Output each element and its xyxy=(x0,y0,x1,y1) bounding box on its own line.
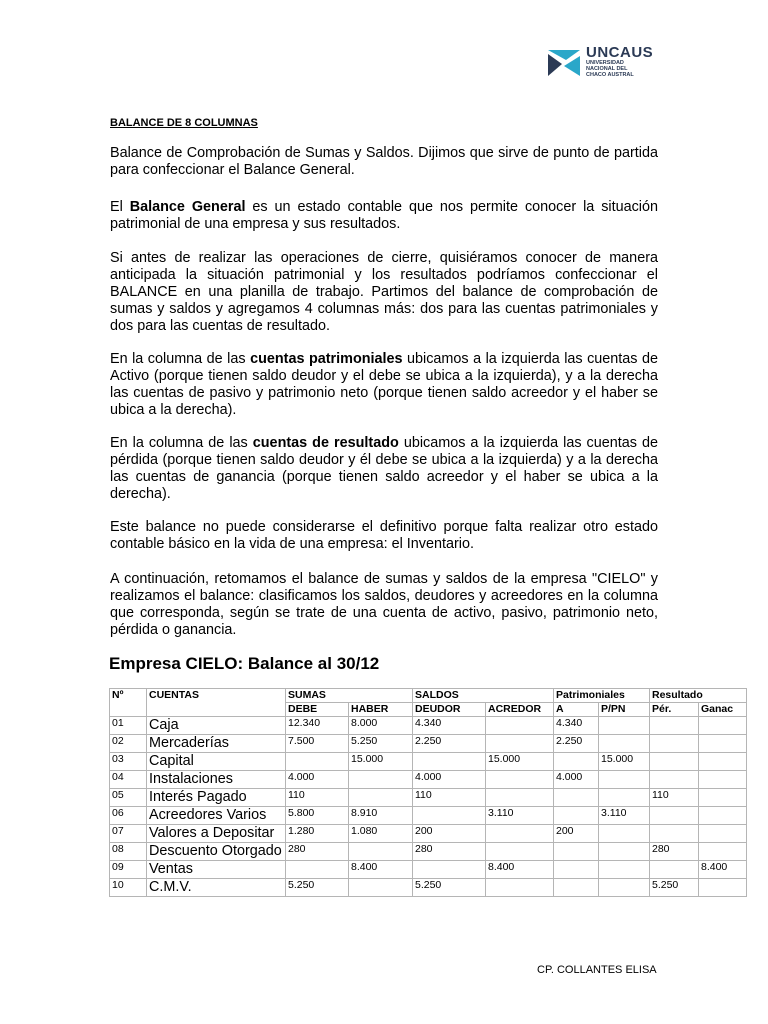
amount-cell: 280 xyxy=(413,843,486,861)
balance-table xyxy=(109,688,747,897)
amount-cell xyxy=(699,879,747,897)
account-name-cell: Caja xyxy=(147,717,286,735)
amount-cell xyxy=(699,789,747,807)
amount-cell: 2.250 xyxy=(413,735,486,753)
amount-cell xyxy=(413,861,486,879)
paragraph-5-text-end: ubicamos a la izquierda las cuentas de pérdida (porque tienen saldo deudor y él debe se ubica a la izquierda) y a la derecha las cuentas de ganancia (porque tienen saldo acreedor y el haber se ubica a la derecha). xyxy=(110,435,658,502)
account-number-cell: 07 xyxy=(110,825,147,843)
account-number-cell: 02 xyxy=(110,735,147,753)
amount-cell xyxy=(650,771,699,789)
amount-cell: 8.000 xyxy=(349,717,413,735)
amount-cell: 4.000 xyxy=(554,771,599,789)
table-row xyxy=(110,843,747,861)
amount-cell xyxy=(599,789,650,807)
amount-cell xyxy=(413,807,486,825)
table-row xyxy=(110,789,747,807)
paragraph-4-text-end: ubicamos a la izquierda las cuentas de Activo (porque tienen saldo deudor y el debe se ubica a la izquierda), y a la derecha las cuentas de pasivo y patrimonio neto (porque tienen saldo acreedor y el haber se ubica a la derecha). xyxy=(110,351,658,418)
header-activo: A xyxy=(554,703,599,717)
amount-cell xyxy=(486,825,554,843)
header-patrimoniales: Patrimoniales xyxy=(554,689,650,703)
header-cuentas: CUENTAS xyxy=(147,689,286,717)
header-number: Nº xyxy=(110,689,147,717)
amount-cell xyxy=(554,789,599,807)
paragraph-2-bold: Balance General xyxy=(129,199,246,215)
account-name-cell: C.M.V. xyxy=(147,879,286,897)
amount-cell xyxy=(554,861,599,879)
amount-cell xyxy=(599,825,650,843)
amount-cell: 3.110 xyxy=(486,807,554,825)
amount-cell xyxy=(599,879,650,897)
logo-line-1: UNIVERSIDAD xyxy=(586,60,624,66)
table-row xyxy=(110,879,747,897)
amount-cell: 4.340 xyxy=(413,717,486,735)
amount-cell xyxy=(486,771,554,789)
account-number-cell: 08 xyxy=(110,843,147,861)
account-number-cell: 06 xyxy=(110,807,147,825)
account-number-cell: 04 xyxy=(110,771,147,789)
amount-cell: 4.000 xyxy=(413,771,486,789)
university-logo xyxy=(546,44,666,84)
account-number-cell: 03 xyxy=(110,753,147,771)
amount-cell: 200 xyxy=(554,825,599,843)
table-heading: Empresa CIELO: Balance al 30/12 xyxy=(109,654,380,673)
amount-cell xyxy=(599,861,650,879)
table-row xyxy=(110,771,747,789)
amount-cell xyxy=(599,843,650,861)
account-name-cell: Instalaciones xyxy=(147,771,286,789)
amount-cell: 8.400 xyxy=(486,861,554,879)
paragraph-6: Este balance no puede considerarse el definitivo porque falta realizar otro estado contable básico en la vida de una empresa: el Inventario. xyxy=(110,519,658,552)
amount-cell: 4.000 xyxy=(286,771,349,789)
amount-cell xyxy=(349,789,413,807)
account-name-cell: Mercaderías xyxy=(147,735,286,753)
amount-cell xyxy=(486,879,554,897)
amount-cell: 12.340 xyxy=(286,717,349,735)
amount-cell: 3.110 xyxy=(599,807,650,825)
amount-cell xyxy=(650,735,699,753)
paragraph-2-text: El xyxy=(110,199,130,215)
amount-cell xyxy=(599,771,650,789)
amount-cell: 15.000 xyxy=(599,753,650,771)
amount-cell: 5.250 xyxy=(286,879,349,897)
account-number-cell: 10 xyxy=(110,879,147,897)
account-name-cell: Ventas xyxy=(147,861,286,879)
logo-line-2: NACIONAL DEL xyxy=(586,66,628,72)
paragraph-5-text: En la columna de las xyxy=(110,435,253,451)
table-row xyxy=(110,753,747,771)
amount-cell xyxy=(349,771,413,789)
paragraph-4 xyxy=(110,351,658,419)
amount-cell: 15.000 xyxy=(486,753,554,771)
amount-cell xyxy=(650,861,699,879)
amount-cell xyxy=(486,789,554,807)
amount-cell xyxy=(486,735,554,753)
account-number-cell: 09 xyxy=(110,861,147,879)
header-ganancia: Ganac xyxy=(699,703,747,717)
amount-cell xyxy=(486,843,554,861)
amount-cell: 4.340 xyxy=(554,717,599,735)
table-row xyxy=(110,825,747,843)
logo-brand: UNCAUS xyxy=(586,44,654,61)
amount-cell: 5.250 xyxy=(413,879,486,897)
uncaus-emblem-icon xyxy=(546,46,582,80)
header-debe: DEBE xyxy=(286,703,349,717)
account-number-cell: 05 xyxy=(110,789,147,807)
amount-cell: 15.000 xyxy=(349,753,413,771)
paragraph-1: Balance de Comprobación de Sumas y Saldos. Dijimos que sirve de punto de partida para confeccionar el Balance General. xyxy=(110,145,658,178)
amount-cell: 110 xyxy=(650,789,699,807)
header-acredor: ACREDOR xyxy=(486,703,554,717)
amount-cell xyxy=(650,807,699,825)
amount-cell xyxy=(650,753,699,771)
amount-cell: 1.080 xyxy=(349,825,413,843)
amount-cell xyxy=(349,843,413,861)
amount-cell: 110 xyxy=(413,789,486,807)
table-row xyxy=(110,735,747,753)
table-header-row-1 xyxy=(110,689,747,703)
amount-cell xyxy=(554,753,599,771)
paragraph-4-text: En la columna de las xyxy=(110,351,251,367)
paragraph-4-bold: cuentas patrimoniales xyxy=(250,351,403,367)
amount-cell xyxy=(349,879,413,897)
amount-cell: 280 xyxy=(286,843,349,861)
amount-cell: 110 xyxy=(286,789,349,807)
amount-cell: 2.250 xyxy=(554,735,599,753)
paragraph-2-text-end: es un estado contable que nos permite conocer la situación patrimonial de una empresa y sus resultados. xyxy=(110,199,658,232)
amount-cell: 8.910 xyxy=(349,807,413,825)
account-name-cell: Acreedores Varios xyxy=(147,807,286,825)
amount-cell: 7.500 xyxy=(286,735,349,753)
amount-cell xyxy=(699,825,747,843)
header-saldos: SALDOS xyxy=(413,689,554,703)
account-name-cell: Capital xyxy=(147,753,286,771)
header-resultado: Resultado xyxy=(650,689,747,703)
paragraph-2 xyxy=(110,199,658,233)
header-haber: HABER xyxy=(349,703,413,717)
document-title: BALANCE DE 8 COLUMNAS xyxy=(110,117,258,129)
amount-cell xyxy=(699,807,747,825)
paragraph-7: A continuación, retomamos el balance de sumas y saldos de la empresa "CIELO" y realizamos el balance: clasificamos los saldos, deudores y acreedores en la columna que corresponda, según se trate de una cuenta de activo, pasivo, patrimonio neto, pérdida o ganancia. xyxy=(110,571,658,638)
paragraph-5-bold: cuentas de resultado xyxy=(252,435,399,451)
account-name-cell: Interés Pagado xyxy=(147,789,286,807)
account-number-cell: 01 xyxy=(110,717,147,735)
amount-cell xyxy=(554,807,599,825)
account-name-cell: Descuento Otorgado xyxy=(147,843,286,861)
table-row xyxy=(110,717,747,735)
paragraph-3: Si antes de realizar las operaciones de cierre, quisiéramos conocer de manera anticipada la situación patrimonial y los resultados podríamos confeccionar el BALANCE en una planilla de trabajo. Partimos del balance de comprobación de sumas y saldos y agregamos 4 columnas más: dos para las cuentas patrimoniales y dos para las cuentas de resultado. xyxy=(110,250,658,334)
header-deudor: DEUDOR xyxy=(413,703,486,717)
amount-cell xyxy=(650,825,699,843)
amount-cell xyxy=(699,843,747,861)
account-name-cell: Valores a Depositar xyxy=(147,825,286,843)
amount-cell xyxy=(699,717,747,735)
amount-cell: 280 xyxy=(650,843,699,861)
amount-cell: 5.250 xyxy=(650,879,699,897)
header-perdida: Pér. xyxy=(650,703,699,717)
author-footer: CP. COLLANTES ELISA xyxy=(537,964,657,976)
amount-cell xyxy=(554,843,599,861)
amount-cell xyxy=(554,879,599,897)
logo-line-3: CHACO AUSTRAL xyxy=(586,72,634,78)
amount-cell xyxy=(413,753,486,771)
amount-cell xyxy=(599,735,650,753)
amount-cell xyxy=(286,753,349,771)
table-row xyxy=(110,807,747,825)
amount-cell xyxy=(486,717,554,735)
amount-cell: 5.250 xyxy=(349,735,413,753)
paragraph-5 xyxy=(110,435,658,503)
amount-cell xyxy=(699,771,747,789)
amount-cell xyxy=(286,861,349,879)
amount-cell: 1.280 xyxy=(286,825,349,843)
header-pasivo: P/PN xyxy=(599,703,650,717)
amount-cell xyxy=(699,753,747,771)
amount-cell xyxy=(650,717,699,735)
header-sumas: SUMAS xyxy=(286,689,413,703)
amount-cell: 200 xyxy=(413,825,486,843)
table-row xyxy=(110,861,747,879)
amount-cell xyxy=(599,717,650,735)
amount-cell: 5.800 xyxy=(286,807,349,825)
amount-cell xyxy=(699,735,747,753)
amount-cell: 8.400 xyxy=(699,861,747,879)
amount-cell: 8.400 xyxy=(349,861,413,879)
